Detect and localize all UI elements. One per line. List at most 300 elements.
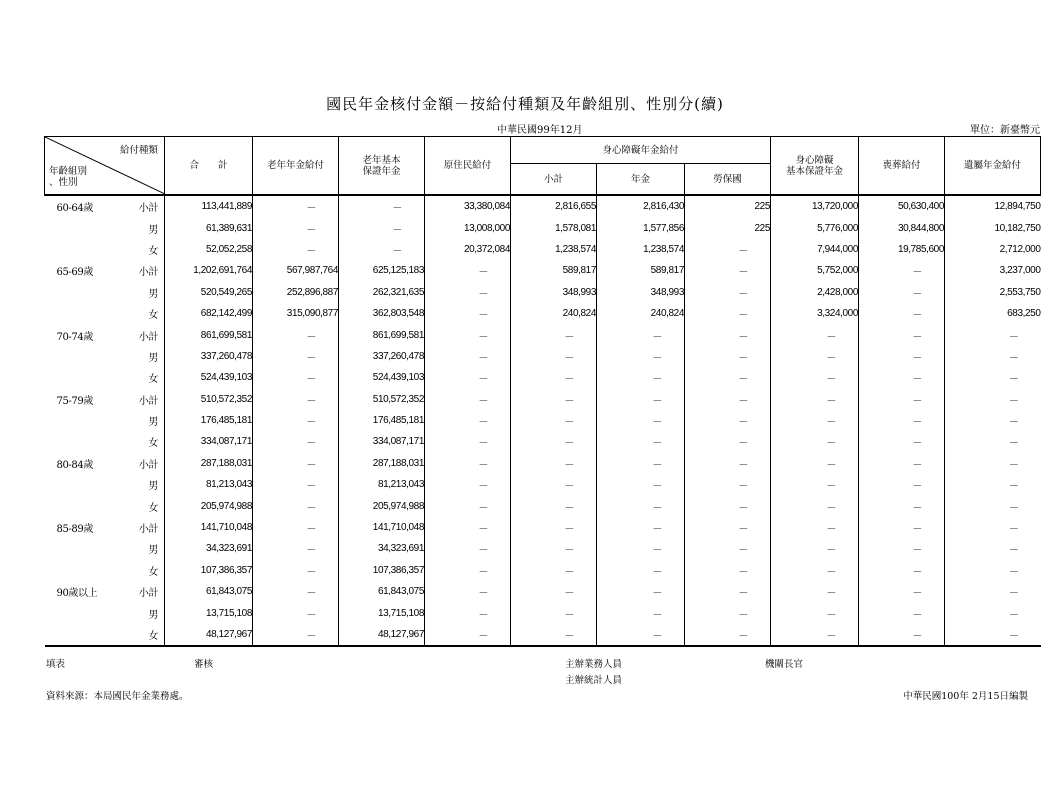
value-cell: － [425, 453, 511, 474]
value-cell: 2,428,000 [771, 282, 859, 303]
col-disability-basic: 身心障礙 基本保證年金 [771, 137, 859, 196]
value-cell: － [685, 581, 771, 602]
value-cell: 334,087,171 [339, 431, 425, 452]
value-cell: － [945, 517, 1041, 538]
table-row [45, 581, 1041, 602]
value-cell: － [597, 431, 685, 452]
value-cell: 5,776,000 [771, 217, 859, 238]
value-cell: － [253, 624, 339, 646]
col-old-basic: 老年基本 保證年金 [339, 137, 425, 196]
value-cell: 13,715,108 [339, 602, 425, 623]
value-cell: － [425, 517, 511, 538]
value-cell: － [685, 410, 771, 431]
value-cell: 240,824 [597, 303, 685, 324]
value-cell: 348,993 [511, 282, 597, 303]
age-group-cell [45, 346, 129, 367]
table-row [45, 282, 1041, 303]
value-cell: － [511, 410, 597, 431]
value-cell: － [771, 346, 859, 367]
value-cell: － [511, 495, 597, 516]
value-cell: － [685, 389, 771, 410]
value-cell: － [597, 581, 685, 602]
value-cell: － [597, 324, 685, 345]
value-cell: － [511, 389, 597, 410]
value-cell: － [253, 195, 339, 217]
value-cell: － [945, 367, 1041, 388]
value-cell: － [511, 517, 597, 538]
table-row [45, 560, 1041, 581]
value-cell: － [859, 602, 945, 623]
value-cell: － [425, 624, 511, 646]
sex-cell: 女 [148, 310, 158, 322]
value-cell: 225 [685, 195, 771, 217]
value-cell: － [685, 517, 771, 538]
value-cell: 34,323,691 [165, 538, 253, 559]
value-cell: 3,324,000 [771, 303, 859, 324]
footer-fill-table: 填表 [46, 659, 66, 670]
value-cell: － [859, 560, 945, 581]
value-cell: 205,974,988 [339, 495, 425, 516]
value-cell: － [859, 538, 945, 559]
table-row [45, 431, 1041, 452]
value-cell: 348,993 [597, 282, 685, 303]
value-cell: － [859, 389, 945, 410]
table-row [45, 195, 1041, 217]
header-corner [45, 137, 165, 196]
sex-cell: 女 [148, 438, 158, 450]
value-cell: 510,572,352 [339, 389, 425, 410]
value-cell: 861,699,581 [165, 324, 253, 345]
value-cell: － [859, 260, 945, 281]
value-cell: － [511, 346, 597, 367]
sex-cell: 男 [148, 609, 158, 621]
footer-agency-head: 機關長官 [765, 659, 804, 670]
table-row [45, 602, 1041, 623]
value-cell: － [771, 431, 859, 452]
value-cell: － [339, 239, 425, 260]
value-cell: － [253, 346, 339, 367]
table-row [45, 389, 1041, 410]
table-row [45, 517, 1041, 538]
page-title: 國民年金核付金額－按給付種類及年齡組別、性別分(續) [326, 95, 724, 113]
table-body [45, 195, 1041, 646]
table-row [45, 538, 1041, 559]
value-cell: 61,843,075 [339, 581, 425, 602]
age-group-cell: 65-69歲 [56, 267, 93, 279]
footer-review: 審核 [194, 659, 214, 670]
age-group-cell [45, 602, 129, 623]
value-cell: － [425, 367, 511, 388]
sex-cell: 男 [148, 481, 158, 493]
table-row [45, 367, 1041, 388]
value-cell: 334,087,171 [165, 431, 253, 452]
value-cell: 7,944,000 [771, 239, 859, 260]
value-cell: － [771, 474, 859, 495]
value-cell: 225 [685, 217, 771, 238]
value-cell: － [597, 624, 685, 646]
col-old-age: 老年年金給付 [253, 137, 339, 196]
value-cell: － [771, 560, 859, 581]
value-cell: － [859, 282, 945, 303]
table-row [45, 495, 1041, 516]
value-cell: － [253, 560, 339, 581]
value-cell: － [425, 410, 511, 431]
value-cell: 5,752,000 [771, 260, 859, 281]
value-cell: － [771, 581, 859, 602]
value-cell: 1,577,856 [597, 217, 685, 238]
col-disability-labor: 勞保國 [685, 164, 771, 196]
value-cell: － [859, 346, 945, 367]
value-cell: 240,824 [511, 303, 597, 324]
table-row [45, 303, 1041, 324]
value-cell: － [597, 517, 685, 538]
value-cell: － [511, 624, 597, 646]
age-group-cell: 90歲以上 [56, 588, 98, 600]
value-cell: － [945, 538, 1041, 559]
value-cell: 113,441,889 [165, 195, 253, 217]
value-cell: 176,485,181 [339, 410, 425, 431]
value-cell: 287,188,031 [165, 453, 253, 474]
age-group-cell [45, 538, 129, 559]
value-cell: － [685, 282, 771, 303]
table-row [45, 624, 1041, 646]
value-cell: － [253, 474, 339, 495]
value-cell: 13,720,000 [771, 195, 859, 217]
value-cell: － [685, 560, 771, 581]
value-cell: 337,260,478 [165, 346, 253, 367]
value-cell: － [771, 367, 859, 388]
sex-cell: 女 [148, 374, 158, 386]
value-cell: － [425, 303, 511, 324]
value-cell: 1,238,574 [597, 239, 685, 260]
value-cell: － [597, 367, 685, 388]
sex-cell: 小計 [138, 395, 158, 407]
value-cell: － [685, 602, 771, 623]
value-cell: － [253, 389, 339, 410]
value-cell: 625,125,183 [339, 260, 425, 281]
age-group-cell [45, 282, 129, 303]
value-cell: 61,389,631 [165, 217, 253, 238]
sex-cell: 男 [148, 545, 158, 557]
value-cell: － [425, 560, 511, 581]
sex-cell: 小計 [138, 459, 158, 471]
value-cell: － [511, 560, 597, 581]
value-cell: 107,386,357 [165, 560, 253, 581]
value-cell: 107,386,357 [339, 560, 425, 581]
age-group-cell [45, 431, 129, 452]
table-row [45, 260, 1041, 281]
col-aboriginal: 原住民給付 [425, 137, 511, 196]
value-cell: － [859, 431, 945, 452]
value-cell: － [597, 389, 685, 410]
age-group-cell [45, 474, 129, 495]
value-cell: 1,238,574 [511, 239, 597, 260]
value-cell: 287,188,031 [339, 453, 425, 474]
value-cell: － [597, 453, 685, 474]
value-cell: － [511, 602, 597, 623]
report-period: 中華民國99年12月 [497, 125, 583, 136]
age-group-cell [45, 303, 129, 324]
value-cell: 683,250 [945, 303, 1041, 324]
value-cell: 10,182,750 [945, 217, 1041, 238]
value-cell: 34,323,691 [339, 538, 425, 559]
value-cell: － [771, 410, 859, 431]
value-cell: － [945, 431, 1041, 452]
value-cell: 520,549,265 [165, 282, 253, 303]
corner-bottom-label: 年齡組別 、性別 [49, 166, 88, 188]
sex-cell: 女 [148, 566, 158, 578]
value-cell: 30,844,800 [859, 217, 945, 238]
col-survivor: 遺屬年金給付 [945, 137, 1041, 196]
value-cell: 315,090,877 [253, 303, 339, 324]
value-cell: 337,260,478 [339, 346, 425, 367]
value-cell: － [685, 346, 771, 367]
value-cell: － [945, 581, 1041, 602]
age-group-cell [45, 367, 129, 388]
age-group-cell: 70-74歲 [56, 331, 93, 343]
value-cell: 682,142,499 [165, 303, 253, 324]
value-cell: － [945, 560, 1041, 581]
value-cell: － [511, 431, 597, 452]
value-cell: － [685, 624, 771, 646]
value-cell: － [685, 538, 771, 559]
value-cell: － [771, 324, 859, 345]
value-cell: － [685, 453, 771, 474]
age-group-cell [45, 495, 129, 516]
value-cell: － [511, 581, 597, 602]
value-cell: － [859, 367, 945, 388]
value-cell: － [685, 303, 771, 324]
value-cell: － [253, 453, 339, 474]
value-cell: － [511, 324, 597, 345]
value-cell: － [945, 495, 1041, 516]
value-cell: 176,485,181 [165, 410, 253, 431]
sex-cell: 男 [148, 224, 158, 236]
value-cell: － [597, 495, 685, 516]
sex-cell: 小計 [138, 331, 158, 343]
value-cell: 13,715,108 [165, 602, 253, 623]
value-cell: 141,710,048 [165, 517, 253, 538]
value-cell: － [859, 410, 945, 431]
value-cell: － [685, 431, 771, 452]
col-disability-subtotal: 小計 [511, 164, 597, 196]
value-cell: － [771, 495, 859, 516]
value-cell: 262,321,635 [339, 282, 425, 303]
value-cell: － [597, 346, 685, 367]
value-cell: － [511, 453, 597, 474]
value-cell: － [339, 195, 425, 217]
table-header [45, 137, 1041, 196]
sex-cell: 小計 [138, 267, 158, 279]
value-cell: － [425, 431, 511, 452]
value-cell: － [685, 367, 771, 388]
table-row [45, 410, 1041, 431]
value-cell: 252,896,887 [253, 282, 339, 303]
value-cell: － [945, 474, 1041, 495]
value-cell: － [253, 239, 339, 260]
value-cell: － [859, 495, 945, 516]
value-cell: 861,699,581 [339, 324, 425, 345]
value-cell: － [425, 324, 511, 345]
table-row [45, 324, 1041, 345]
col-disability-group: 身心障礙年金給付 [511, 137, 771, 164]
value-cell: － [253, 367, 339, 388]
value-cell: － [597, 538, 685, 559]
value-cell: － [511, 538, 597, 559]
age-group-cell: 80-84歲 [56, 459, 93, 471]
value-cell: 1,202,691,764 [165, 260, 253, 281]
value-cell: 19,785,600 [859, 239, 945, 260]
value-cell: 13,008,000 [425, 217, 511, 238]
value-cell: － [253, 410, 339, 431]
value-cell: － [859, 474, 945, 495]
value-cell: － [945, 624, 1041, 646]
value-cell: － [597, 602, 685, 623]
value-cell: － [511, 367, 597, 388]
value-cell: － [253, 217, 339, 238]
value-cell: － [253, 538, 339, 559]
value-cell: － [685, 495, 771, 516]
sex-cell: 女 [148, 502, 158, 514]
sex-cell: 男 [148, 352, 158, 364]
value-cell: － [859, 303, 945, 324]
value-cell: － [685, 324, 771, 345]
table-row [45, 239, 1041, 260]
value-cell: 567,987,764 [253, 260, 339, 281]
value-cell: － [859, 581, 945, 602]
value-cell: － [253, 324, 339, 345]
age-group-cell: 75-79歲 [56, 395, 93, 407]
age-group-cell [45, 217, 129, 238]
value-cell: － [253, 495, 339, 516]
value-cell: － [511, 474, 597, 495]
value-cell: － [597, 474, 685, 495]
footer-stats-staff: 主辦統計人員 [565, 675, 623, 686]
value-cell: － [771, 453, 859, 474]
sex-cell: 小計 [138, 588, 158, 600]
value-cell: － [253, 517, 339, 538]
value-cell: 81,213,043 [339, 474, 425, 495]
value-cell: 141,710,048 [339, 517, 425, 538]
pension-table [44, 136, 1041, 647]
value-cell: － [597, 560, 685, 581]
value-cell: － [859, 624, 945, 646]
value-cell: 589,817 [597, 260, 685, 281]
value-cell: － [685, 260, 771, 281]
value-cell: － [425, 581, 511, 602]
age-group-cell [45, 560, 129, 581]
footer-compiled-date: 中華民國100年 2月15日編製 [903, 691, 1028, 702]
value-cell: － [425, 474, 511, 495]
value-cell: － [425, 282, 511, 303]
value-cell: 50,630,400 [859, 195, 945, 217]
value-cell: － [945, 346, 1041, 367]
value-cell: － [771, 517, 859, 538]
value-cell: － [945, 324, 1041, 345]
value-cell: － [425, 538, 511, 559]
value-cell: － [945, 410, 1041, 431]
value-cell: 2,712,000 [945, 239, 1041, 260]
value-cell: 61,843,075 [165, 581, 253, 602]
value-cell: － [945, 602, 1041, 623]
sex-cell: 女 [148, 245, 158, 257]
value-cell: 589,817 [511, 260, 597, 281]
col-funeral: 喪葬給付 [859, 137, 945, 196]
value-cell: 48,127,967 [339, 624, 425, 646]
table-row [45, 453, 1041, 474]
table-row [45, 474, 1041, 495]
value-cell: － [771, 538, 859, 559]
value-cell: － [425, 260, 511, 281]
value-cell: 2,816,655 [511, 195, 597, 217]
value-cell: 1,578,081 [511, 217, 597, 238]
value-cell: 524,439,103 [339, 367, 425, 388]
value-cell: 205,974,988 [165, 495, 253, 516]
value-cell: 524,439,103 [165, 367, 253, 388]
value-cell: 52,052,258 [165, 239, 253, 260]
value-cell: － [425, 495, 511, 516]
value-cell: 3,237,000 [945, 260, 1041, 281]
sex-cell: 小計 [138, 203, 158, 215]
value-cell: － [253, 581, 339, 602]
table-row [45, 346, 1041, 367]
value-cell: － [425, 602, 511, 623]
table-row [45, 217, 1041, 238]
value-cell: － [771, 602, 859, 623]
sex-cell: 小計 [138, 524, 158, 536]
value-cell: － [771, 624, 859, 646]
value-cell: 81,213,043 [165, 474, 253, 495]
footer-source: 資料來源：本局國民年金業務處。 [46, 691, 189, 702]
value-cell: 510,572,352 [165, 389, 253, 410]
value-cell: 2,816,430 [597, 195, 685, 217]
value-cell: 362,803,548 [339, 303, 425, 324]
value-cell: － [859, 453, 945, 474]
value-cell: － [771, 389, 859, 410]
col-disability-pension: 年金 [597, 164, 685, 196]
value-cell: － [685, 239, 771, 260]
value-cell: － [859, 517, 945, 538]
value-cell: 48,127,967 [165, 624, 253, 646]
age-group-cell: 85-89歲 [56, 524, 93, 536]
age-group-cell: 60-64歲 [56, 203, 93, 215]
value-cell: － [597, 410, 685, 431]
value-cell: 2,553,750 [945, 282, 1041, 303]
value-cell: － [425, 389, 511, 410]
age-group-cell [45, 239, 129, 260]
value-cell: － [253, 431, 339, 452]
sex-cell: 男 [148, 288, 158, 300]
corner-top-label: 給付種類 [119, 145, 158, 156]
value-cell: 20,372,084 [425, 239, 511, 260]
footer-business-staff: 主辦業務人員 [565, 659, 623, 670]
value-cell: － [945, 453, 1041, 474]
value-cell: － [253, 602, 339, 623]
age-group-cell [45, 624, 129, 646]
value-cell: 33,380,084 [425, 195, 511, 217]
sex-cell: 女 [129, 624, 165, 646]
value-cell: － [339, 217, 425, 238]
sex-cell: 男 [148, 417, 158, 429]
value-cell: 12,894,750 [945, 195, 1041, 217]
unit-label: 單位：新臺幣元 [970, 125, 1040, 136]
age-group-cell [45, 410, 129, 431]
value-cell: － [685, 474, 771, 495]
value-cell: － [859, 324, 945, 345]
col-total: 合 計 [165, 137, 253, 196]
value-cell: － [945, 389, 1041, 410]
value-cell: － [425, 346, 511, 367]
